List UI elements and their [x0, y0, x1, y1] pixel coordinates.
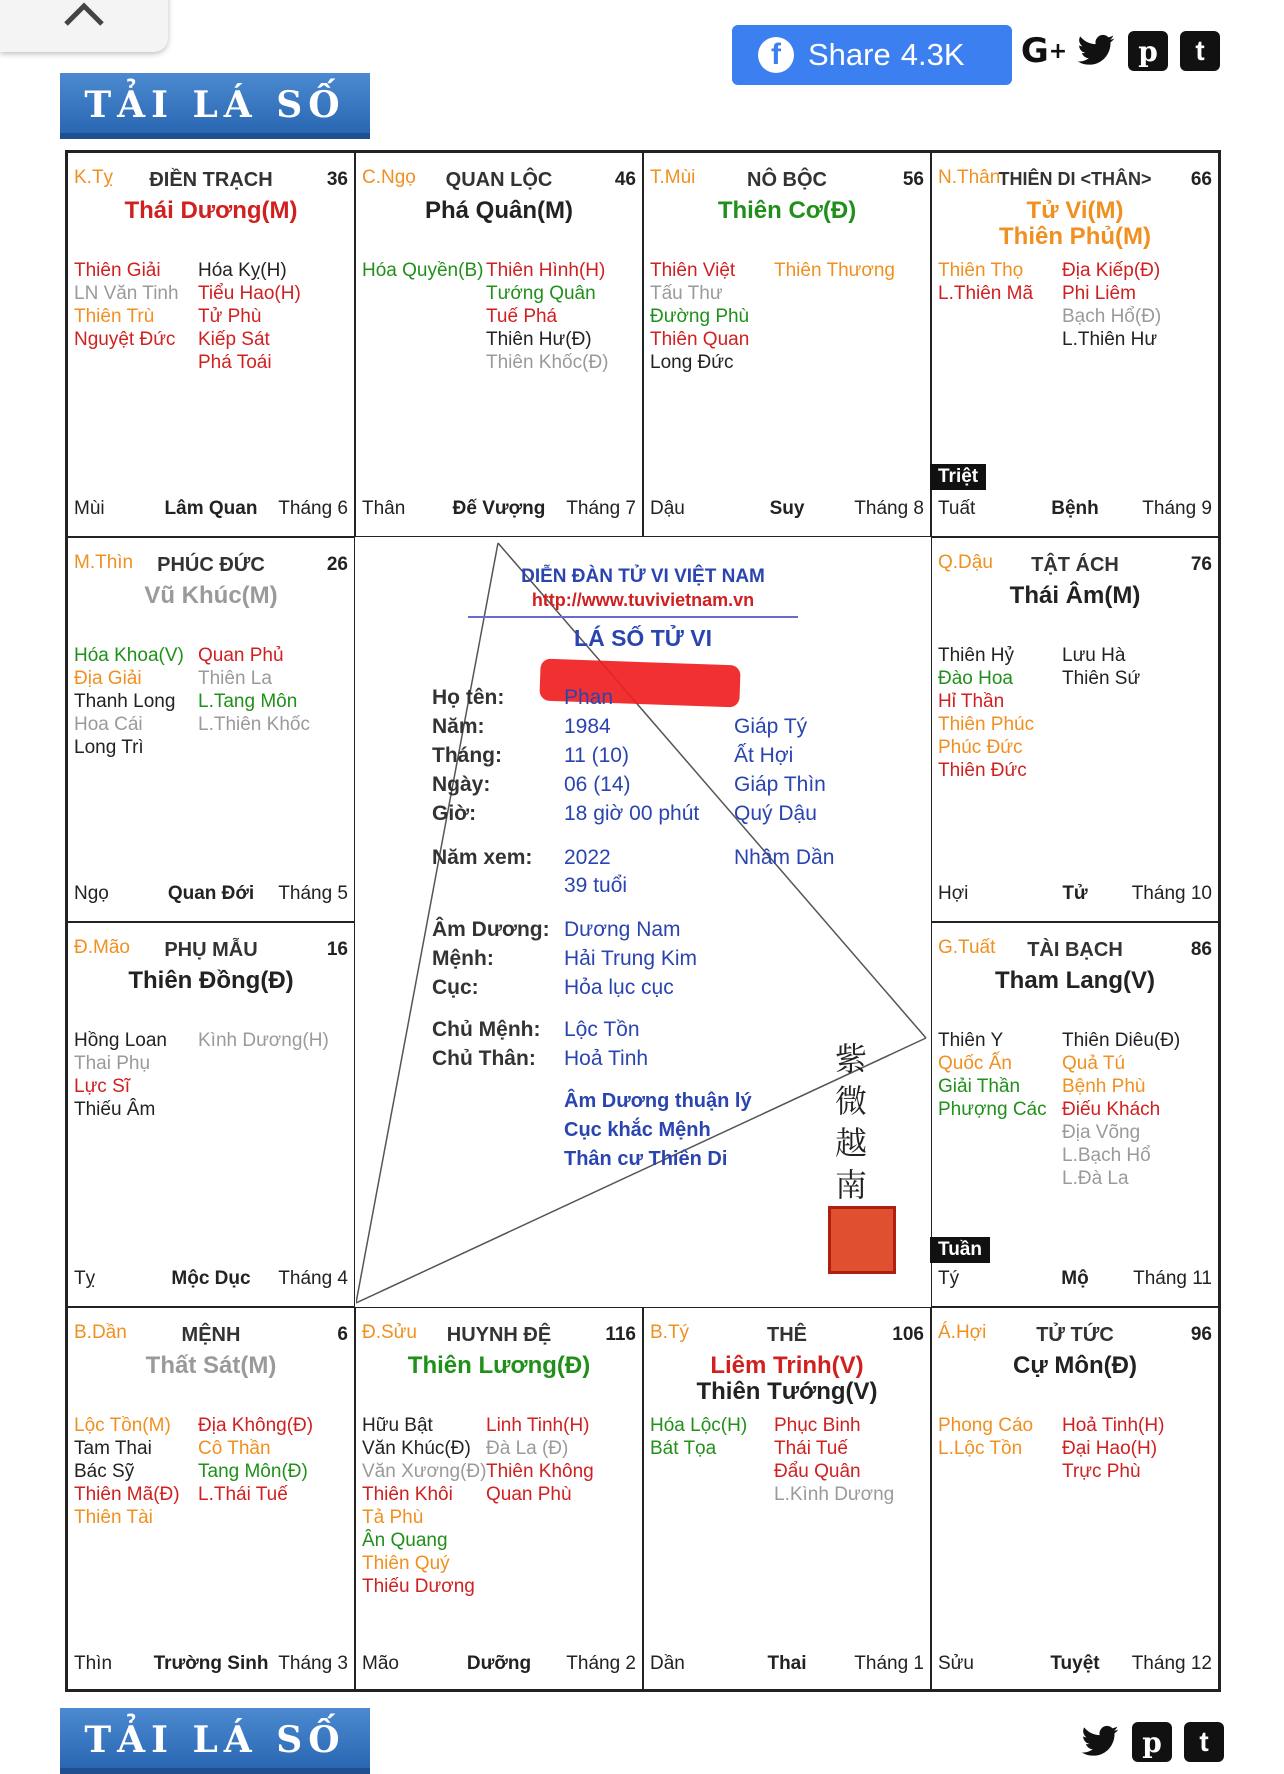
info-value-cycle: Quý Dậu [734, 802, 817, 825]
palace-branch: K.Tỵ [74, 167, 114, 188]
twitter-icon[interactable] [1076, 31, 1116, 71]
palace-age: 16 [326, 939, 348, 960]
star-name: Điếu Khách [1062, 1099, 1161, 1120]
palace-branch: G.Tuất [938, 937, 996, 958]
star-name: Địa Giải [74, 668, 142, 689]
star-name: Hoả Tinh(H) [1062, 1415, 1165, 1436]
palace-name: HUYNH ĐỆ [446, 1324, 552, 1346]
info-value: Hỏa lục cục [564, 976, 674, 999]
pinterest-icon[interactable]: p [1132, 1722, 1172, 1762]
palace-header [74, 1322, 348, 1346]
star-name: Lộc Tồn(M) [74, 1415, 171, 1436]
star-name: L.Đà La [1062, 1168, 1129, 1189]
life-stage: Quan Đới [167, 883, 255, 904]
minor-stars-right [1062, 1414, 1164, 1483]
info-label: Họ tên: [432, 686, 505, 709]
star-name: Thiên Hư(Đ) [486, 329, 592, 350]
life-stage: Tử [1062, 883, 1088, 904]
star-name: Tam Thai [74, 1438, 152, 1459]
seal-text [826, 1038, 876, 1206]
star-name: Phục Binh [774, 1415, 861, 1436]
palace-age: 46 [614, 169, 636, 190]
star-name: Kiếp Sát [198, 329, 270, 350]
palace-age: 116 [605, 1324, 636, 1345]
palace-age: 76 [1190, 554, 1212, 575]
minor-stars-right [198, 259, 301, 374]
info-label: Giờ: [432, 802, 477, 825]
info-value: 18 giờ 00 phút [564, 802, 700, 825]
minor-stars-left [938, 259, 1033, 305]
palace-cell[interactable] [931, 537, 1219, 922]
info-label: Âm Dương: [432, 918, 550, 941]
palace-name: NÔ BỘC [747, 169, 827, 191]
download-chart-button[interactable]: TẢI LÁ SỐ [60, 73, 370, 139]
palace-name: PHÚC ĐỨC [157, 554, 265, 576]
info-value: 1984 [564, 715, 611, 738]
month-label: Tháng 11 [1133, 1268, 1212, 1289]
branch-name: Tỵ [74, 1268, 96, 1289]
horoscope-chart [65, 150, 1221, 1692]
star-name: Hoa Cái [74, 714, 143, 735]
star-name: Văn Khúc(Đ) [362, 1438, 471, 1459]
info-value: Dương Nam [564, 918, 681, 941]
palace-name: PHỤ MẪU [164, 939, 258, 961]
palace-age: 56 [902, 169, 924, 190]
life-stage: Mộ [1061, 1268, 1089, 1289]
analysis-note: Thân cư Thiên Di [564, 1148, 728, 1170]
star-name: Lực Sĩ [74, 1076, 131, 1097]
palace-branch: B.Tý [650, 1322, 690, 1343]
month-label: Tháng 1 [854, 1653, 924, 1674]
palace-age: 36 [326, 169, 348, 190]
star-name: L.Lộc Tồn [938, 1438, 1023, 1459]
month-label: Tháng 2 [566, 1653, 636, 1674]
main-star: Thiên Lương(Đ) [407, 1352, 591, 1379]
info-value-cycle: Giáp Tý [734, 715, 808, 738]
star-name: Phượng Các [938, 1099, 1047, 1120]
minor-stars-right [774, 1414, 894, 1506]
star-name: Thiên La [198, 668, 272, 689]
star-name: L.Thiên Mã [938, 283, 1034, 304]
month-label: Tháng 9 [1142, 498, 1212, 519]
palace-branch: C.Ngọ [362, 167, 416, 188]
main-star: Thái Dương(M) [124, 197, 298, 224]
minor-stars-right [198, 1029, 329, 1052]
facebook-icon: f [758, 37, 794, 73]
info-value: 39 tuổi [564, 874, 628, 897]
star-name: Thiên Tài [74, 1507, 153, 1528]
main-star: Vũ Khúc(M) [144, 582, 278, 609]
star-name: Cô Thần [198, 1438, 271, 1459]
star-name: Tấu Thư [650, 283, 723, 304]
life-stage: Mộc Dục [171, 1268, 251, 1289]
download-chart-button-bottom[interactable]: TẢI LÁ SỐ [60, 1708, 370, 1774]
info-value-cycle: Giáp Thìn [734, 773, 826, 796]
star-name: Thiên Sứ [1062, 668, 1141, 689]
palace-name: ĐIỀN TRẠCH [149, 169, 273, 191]
forum-url[interactable]: http://www.tuvivietnam.vn [531, 590, 755, 610]
palace-footer [938, 498, 1212, 522]
life-stage: Dưỡng [466, 1653, 532, 1674]
info-value: Hải Trung Kim [564, 947, 698, 970]
palace-footer [650, 498, 924, 522]
palace-branch: T.Mùi [650, 167, 696, 188]
minor-stars-right [198, 644, 310, 736]
star-name: Quan Phù [486, 1484, 572, 1505]
star-name: Đào Hoa [938, 668, 1013, 689]
star-name: Nguyệt Đức [74, 329, 176, 350]
life-stage: Đế Vượng [452, 498, 546, 519]
info-label: Chủ Mệnh: [432, 1018, 541, 1041]
triet-flag: Triệt [930, 464, 986, 490]
info-value-cycle: Ất Hợi [734, 744, 794, 767]
life-stage: Lâm Quan [164, 498, 258, 519]
palace-name: MỆNH [181, 1324, 241, 1346]
minor-stars-left [74, 1029, 167, 1121]
minor-stars-right [486, 1414, 594, 1506]
star-name: Thiên Khốc(Đ) [486, 352, 609, 373]
palace-age: 6 [337, 1324, 348, 1345]
palace-branch: Đ.Mão [74, 937, 130, 958]
month-label: Tháng 8 [854, 498, 924, 519]
star-name: L.Thiên Hư [1062, 329, 1158, 350]
minor-stars-left [362, 259, 483, 282]
branch-name: Ngọ [74, 883, 109, 904]
palace-branch: N.Thân [938, 167, 1001, 188]
palace-header [650, 167, 924, 191]
star-name: Thiên Quan [650, 329, 750, 350]
star-name: Quốc Ấn [938, 1053, 1012, 1074]
star-name: Văn Xương(Đ) [362, 1461, 487, 1482]
star-name: Thanh Long [74, 691, 176, 712]
minor-stars-left [650, 1414, 747, 1460]
palace-footer [362, 1653, 636, 1677]
palace-cell[interactable] [67, 922, 355, 1307]
star-name: Tả Phù [362, 1507, 424, 1528]
star-name: Thiên Mã(Đ) [74, 1484, 180, 1505]
main-star: Cự Môn(Đ) [1012, 1352, 1137, 1379]
minor-stars-right [1062, 1029, 1180, 1190]
palace-cell[interactable] [67, 152, 355, 537]
star-name: Tướng Quân [486, 283, 596, 304]
star-name: Thiếu Dương [362, 1576, 475, 1597]
palace-footer [74, 498, 348, 522]
star-name: Thiên Hỷ [938, 645, 1015, 666]
star-name: Địa Võng [1062, 1122, 1141, 1143]
star-name: Thiên Không [486, 1461, 594, 1482]
info-value-cycle: Nhâm Dần [734, 846, 835, 869]
branch-name: Dậu [650, 498, 685, 519]
star-name: Long Trì [74, 737, 144, 758]
star-name: Địa Không(Đ) [198, 1415, 314, 1436]
branch-name: Tuất [938, 498, 976, 519]
info-value: 2022 [564, 846, 611, 869]
star-name: L.Bạch Hổ [1062, 1145, 1151, 1166]
palace-header [74, 552, 348, 576]
info-label: Mệnh: [432, 947, 494, 970]
analysis-note: Cục khắc Mệnh [564, 1119, 711, 1141]
collapse-button[interactable] [0, 0, 168, 52]
palace-branch: Á.Hợi [938, 1322, 987, 1343]
minor-stars-right [774, 259, 895, 282]
star-name: Long Đức [650, 352, 734, 373]
minor-stars-left [74, 1414, 180, 1529]
star-name: Tuế Phá [486, 306, 558, 327]
palace-age: 26 [326, 554, 348, 575]
main-star: Thất Sát(M) [145, 1352, 277, 1379]
star-name: Phong Cáo [938, 1415, 1034, 1436]
main-star: Tử Vi(M) [1026, 197, 1124, 224]
star-name: Đẩu Quân [774, 1461, 861, 1482]
info-label: Năm xem: [432, 846, 533, 869]
month-label: Tháng 10 [1131, 883, 1212, 904]
palace-branch: Q.Dậu [938, 552, 993, 573]
info-label: Ngày: [432, 773, 491, 796]
star-name: Hóa Kỵ(H) [198, 260, 287, 281]
palace-cell[interactable] [643, 1307, 931, 1692]
palace-name: TÀI BẠCH [1027, 939, 1123, 961]
info-value: Hoả Tinh [564, 1047, 649, 1070]
pinterest-icon[interactable]: p [1128, 31, 1168, 71]
minor-stars-right [1062, 259, 1161, 351]
star-name: Thiên Thương [774, 260, 895, 281]
star-name: Tử Phù [198, 306, 262, 327]
main-star: Tham Lang(V) [995, 967, 1155, 994]
star-name: Giải Thần [938, 1076, 1021, 1097]
palace-header [938, 552, 1212, 576]
star-name: Thiên Giải [74, 260, 161, 281]
main-star: Liêm Trinh(V) [710, 1352, 864, 1379]
star-name: Thiên Thọ [938, 260, 1024, 281]
palace-header [74, 937, 348, 961]
minor-stars-right [198, 1414, 313, 1506]
info-value: Phan [564, 686, 614, 709]
analysis-note: Âm Dương thuận lý [564, 1090, 752, 1112]
star-name: Thiên Đức [938, 760, 1027, 781]
info-value: 06 (14) [564, 773, 631, 796]
palace-age: 66 [1190, 169, 1212, 190]
palace-cell[interactable] [355, 152, 643, 537]
palace-footer [938, 883, 1212, 907]
main-star: Thiên Cơ(Đ) [717, 197, 857, 224]
palace-cell[interactable] [355, 1307, 643, 1692]
star-name: Phúc Đức [938, 737, 1023, 758]
seal-char: 微 [834, 1082, 867, 1120]
star-name: Hóa Khoa(V) [74, 645, 184, 666]
palace-branch: B.Dần [74, 1322, 127, 1343]
star-name: L.Tang Môn [198, 691, 298, 712]
palace-footer [938, 1268, 1212, 1292]
month-label: Tháng 6 [278, 498, 348, 519]
palace-header [362, 1322, 636, 1346]
life-stage: Thai [767, 1653, 807, 1674]
info-value: Lộc Tồn [564, 1018, 640, 1041]
palace-cell[interactable] [643, 152, 931, 537]
branch-name: Tý [938, 1268, 960, 1289]
star-name: Thiên Phúc [938, 714, 1035, 735]
star-name: Tang Môn(Đ) [198, 1461, 308, 1482]
star-name: L.Kình Dương [774, 1484, 895, 1505]
star-name: Kình Dương(H) [198, 1030, 329, 1051]
month-label: Tháng 5 [278, 883, 348, 904]
life-stage: Trường Sinh [153, 1653, 269, 1674]
star-name: Thiên Trù [74, 306, 155, 327]
minor-stars-left [938, 644, 1034, 782]
seal-char: 越 [834, 1124, 867, 1162]
palace-name: TỬ TỨC [1036, 1324, 1114, 1346]
star-name: Bạch Hổ(Đ) [1062, 306, 1162, 327]
branch-name: Dần [650, 1653, 685, 1674]
palace-footer [650, 1653, 924, 1677]
star-name: Linh Tinh(H) [486, 1415, 590, 1436]
main-star: Thiên Tướng(V) [696, 1378, 878, 1405]
star-name: Thiếu Âm [74, 1099, 156, 1120]
star-name: Thiên Khôi [362, 1484, 453, 1505]
branch-name: Sửu [938, 1653, 974, 1674]
star-name: Hỉ Thần [938, 691, 1005, 712]
branch-name: Mão [362, 1653, 399, 1674]
branch-name: Thân [362, 498, 406, 519]
palace-cell[interactable] [67, 1307, 355, 1692]
palace-name: THIÊN DI <THÂN> [998, 169, 1152, 189]
life-stage: Tuyệt [1050, 1653, 1100, 1674]
branch-name: Hợi [938, 883, 969, 904]
palace-age: 86 [1190, 939, 1212, 960]
info-label: Cục: [432, 976, 479, 999]
palace-age: 106 [892, 1324, 924, 1345]
star-name: Tiểu Hao(H) [198, 283, 301, 304]
star-name: Thai Phụ [74, 1053, 151, 1074]
palace-branch: Đ.Sửu [362, 1322, 417, 1343]
minor-stars-left [938, 1414, 1033, 1460]
star-name: Thiên Diêu(Đ) [1062, 1030, 1181, 1051]
palace-footer [362, 498, 636, 522]
palace-header [362, 167, 636, 191]
header-divider [468, 616, 798, 618]
main-star: Thiên Đồng(Đ) [128, 967, 294, 994]
star-name: Lưu Hà [1062, 645, 1126, 666]
star-name: Hữu Bật [362, 1415, 433, 1436]
palace-branch: M.Thìn [74, 552, 134, 573]
branch-name: Thìn [74, 1653, 113, 1674]
palace-header [650, 1322, 924, 1346]
branch-name: Mùi [74, 498, 105, 519]
palace-footer [74, 1268, 348, 1292]
star-name: Địa Kiếp(Đ) [1062, 260, 1161, 281]
info-label: Tháng: [432, 744, 502, 767]
star-name: Đà La (Đ) [486, 1438, 569, 1459]
star-name: Phi Liêm [1062, 283, 1136, 304]
star-name: Quan Phủ [198, 645, 284, 666]
month-label: Tháng 3 [278, 1653, 348, 1674]
palace-footer [74, 883, 348, 907]
star-name: Bệnh Phù [1062, 1076, 1146, 1097]
palace-age: 96 [1190, 1324, 1212, 1345]
info-label: Chủ Thân: [432, 1047, 536, 1070]
info-value: 11 (10) [564, 744, 629, 767]
palace-footer [938, 1653, 1212, 1677]
star-name: Hóa Quyền(B) [362, 260, 484, 281]
star-name: Phá Toái [198, 352, 272, 373]
forum-name: DIỄN ĐÀN TỬ VI VIỆT NAM [521, 566, 765, 587]
minor-stars-left [650, 259, 749, 374]
palace-header [938, 937, 1212, 961]
month-label: Tháng 4 [278, 1268, 348, 1289]
life-stage: Bệnh [1051, 498, 1099, 519]
seal-char: 紫 [834, 1040, 867, 1078]
main-star: Thiên Phủ(M) [999, 223, 1151, 250]
star-name: LN Văn Tinh [74, 283, 179, 304]
palace-name: TẬT ÁCH [1031, 554, 1119, 576]
palace-header [938, 167, 1212, 191]
star-name: Thiên Việt [650, 260, 736, 281]
minor-stars-right [486, 259, 609, 374]
star-name: Bác Sỹ [74, 1461, 135, 1482]
palace-cell[interactable] [931, 1307, 1219, 1692]
palace-footer [74, 1653, 348, 1677]
seal-char: 南 [834, 1166, 867, 1204]
star-name: L.Thiên Khốc [198, 714, 310, 735]
star-name: Bát Tọa [650, 1438, 717, 1459]
tumblr-icon[interactable]: t [1184, 1722, 1224, 1762]
main-star: Phá Quân(M) [425, 197, 573, 224]
minor-stars-left [74, 259, 179, 351]
seal-stamp [828, 1206, 896, 1274]
star-name: Quả Tú [1062, 1053, 1126, 1074]
star-name: Thiên Quý [362, 1553, 450, 1574]
palace-header [74, 167, 348, 191]
chart-center-info [356, 538, 930, 1308]
star-name: Thiên Hình(H) [486, 260, 606, 281]
twitter-icon[interactable] [1080, 1722, 1120, 1762]
palace-header [938, 1322, 1212, 1346]
month-label: Tháng 7 [566, 498, 636, 519]
share-count: 4.3K [900, 37, 965, 72]
chart-title: LÁ SỐ TỬ VI [574, 625, 712, 651]
google-plus-icon[interactable]: G + [1020, 31, 1068, 71]
star-name: Trực Phù [1062, 1461, 1141, 1482]
star-name: Hóa Lộc(H) [650, 1415, 748, 1436]
palace-name: QUAN LỘC [445, 169, 553, 191]
share-label: Share [808, 37, 891, 72]
life-stage: Suy [769, 498, 805, 519]
chevron-up-icon [62, 2, 106, 28]
palace-name: THÊ [767, 1324, 807, 1346]
minor-stars-right [1062, 644, 1140, 690]
star-name: Đường Phù [650, 306, 750, 327]
star-name: Thiên Y [938, 1030, 1004, 1051]
tumblr-icon[interactable]: t [1180, 31, 1220, 71]
star-name: L.Thái Tuế [198, 1484, 288, 1505]
main-star: Thái Âm(M) [1009, 582, 1141, 609]
star-name: Đại Hao(H) [1062, 1438, 1158, 1459]
star-name: Ân Quang [362, 1530, 448, 1551]
star-name: Thái Tuế [774, 1438, 848, 1459]
minor-stars-left [362, 1414, 486, 1598]
minor-stars-left [938, 1029, 1047, 1121]
minor-stars-left [74, 644, 184, 759]
facebook-share-button[interactable] [732, 25, 1012, 85]
palace-cell[interactable] [67, 537, 355, 922]
info-label: Năm: [432, 715, 485, 738]
star-name: Hồng Loan [74, 1030, 167, 1051]
tuan-flag: Tuần [930, 1237, 990, 1263]
month-label: Tháng 12 [1131, 1653, 1212, 1674]
